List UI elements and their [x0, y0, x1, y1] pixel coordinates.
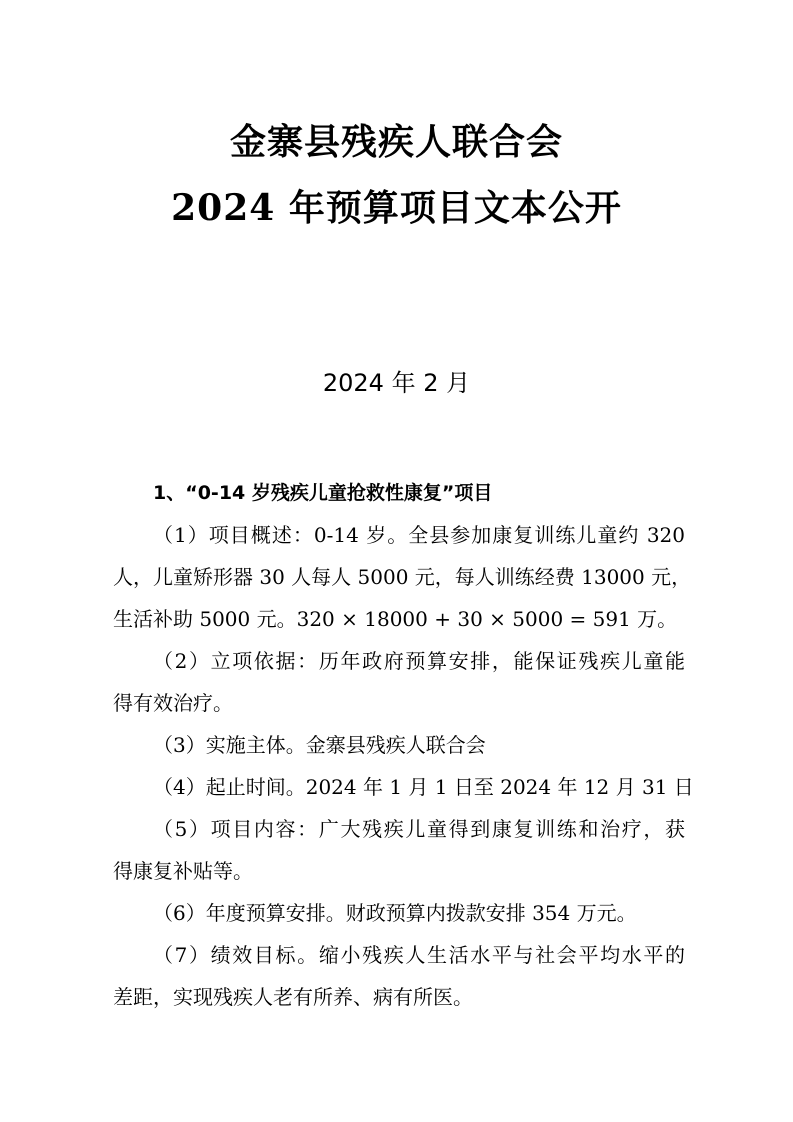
- item2-line2: 得有效治疗。: [113, 691, 233, 715]
- item3-line: （3）实施主体。金寨县残疾人联合会: [153, 733, 486, 757]
- item2-line1: （2）立项依据：历年政府预算安排，能保证残疾儿童能: [153, 649, 685, 673]
- document-title-line2: 2024 年预算项目文本公开: [171, 187, 622, 229]
- item1-line2: 人，儿童矫形器 30 人每人 5000 元，每人训练经费 13000 元，: [113, 565, 692, 589]
- item7-line2: 差距，实现残疾人老有所养、病有所医。: [113, 985, 473, 1009]
- item5-line1: （5）项目内容：广大残疾儿童得到康复训练和治疗，获: [153, 817, 685, 841]
- item4-line: （4）起止时间。2024 年 1 月 1 日至 2024 年 12 月 31 日: [153, 775, 694, 799]
- item5-line2: 得康复补贴等。: [113, 859, 253, 883]
- item1-line3: 生活补助 5000 元。320 × 18000 + 30 × 5000 = 591 万。: [113, 607, 678, 631]
- item7-line1: （7）绩效目标。缩小残疾人生活水平与社会平均水平的: [153, 943, 685, 967]
- document-date: 2024 年 2 月: [322, 369, 471, 397]
- document-title-line1: 金寨县残疾人联合会: [229, 121, 563, 163]
- section-heading: 1、“0-14 岁残疾儿童抢救性康复”项目: [153, 482, 493, 504]
- item6-line: （6）年度预算安排。财政预算内拨款安排 354 万元。: [153, 901, 637, 925]
- item1-line1: （1）项目概述：0-14 岁。全县参加康复训练儿童约 320: [153, 523, 685, 547]
